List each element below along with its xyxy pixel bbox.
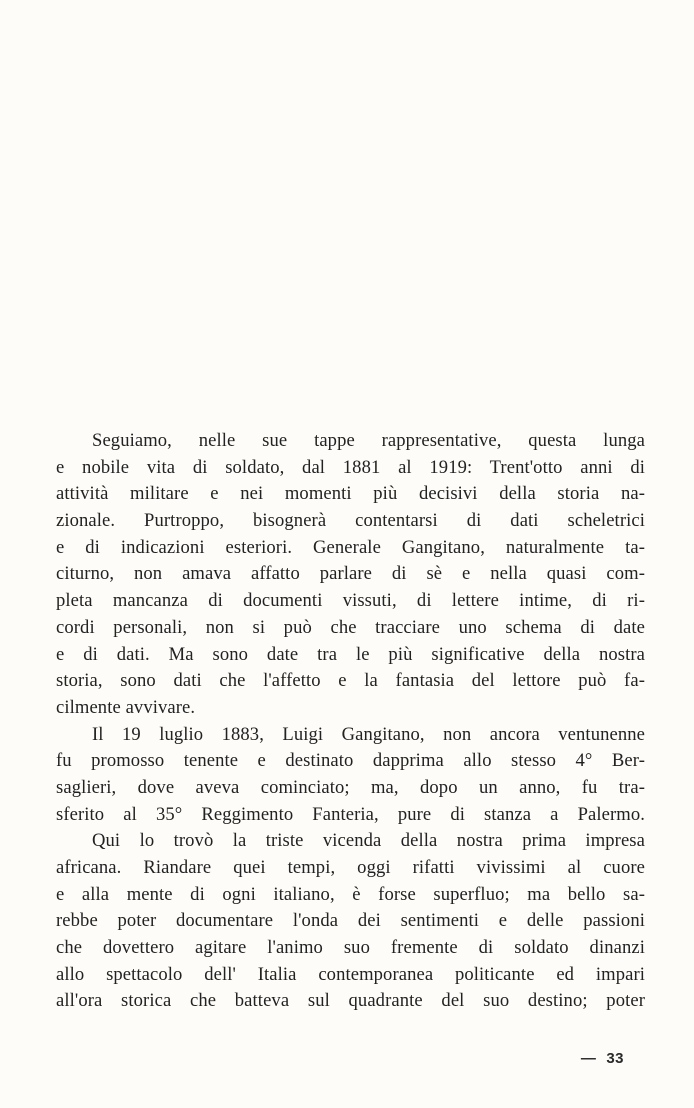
text-line: citurno, non amava affatto parlare di sè e nella quasi com-: [56, 563, 645, 585]
text-line: rebbe poter documentare l'onda dei sentimenti e delle passioni: [56, 910, 645, 932]
folio-number: 33: [606, 1050, 624, 1067]
text-line: africana. Riandare quei tempi, oggi rifatti vivissimi al cuore: [56, 857, 645, 878]
text-line: Qui lo trovò la triste vicenda della nostra prima impresa: [92, 830, 645, 852]
text-line: Il 19 luglio 1883, Luigi Gangitano, non ancora ventunenne: [92, 723, 645, 745]
text-line: zionale. Purtroppo, bisognerà contentarsi di dati scheletrici: [56, 510, 645, 532]
text-line: e di indicazioni esteriori. Generale Gangitano, naturalmente ta-: [56, 536, 645, 558]
text-line: cilmente avvivare.: [56, 696, 196, 718]
text-line: pleta mancanza di documenti vissuti, di lettere intime, di ri-: [56, 590, 645, 612]
text-line: attività militare e nei momenti più decisivi della storia na-: [56, 483, 645, 505]
text-line: sferito al 35° Reggimento Fanteria, pure di stanza a Palermo.: [56, 803, 645, 825]
text-line: cordi personali, non si può che tracciare uno schema di date: [56, 616, 645, 638]
text-line: Seguiamo, nelle sue tappe rappresentative, questa lunga: [92, 430, 645, 451]
text-line: all'ora storica che batteva sul quadrante del suo destino; poter: [56, 990, 645, 1012]
text-line: storia, sono dati che l'affetto e la fantasia del lettore può fa-: [56, 670, 645, 692]
page-number: [581, 1050, 624, 1067]
text-line: e alla mente di ogni italiano, è forse superfluo; ma bello sa-: [56, 883, 645, 905]
body-text: [56, 428, 645, 1015]
text-line: fu promosso tenente e destinato dapprima allo stesso 4° Ber-: [56, 750, 645, 772]
folio-dash: —: [580, 1050, 597, 1067]
text-line: allo spettacolo dell' Italia contemporanea politicante ed impari: [56, 963, 645, 985]
text-line: che dovettero agitare l'animo suo fremente di soldato dinanzi: [56, 937, 645, 959]
text-line: e nobile vita di soldato, dal 1881 al 1919: Trent'otto anni di: [56, 456, 645, 478]
text-line: saglieri, dove aveva cominciato; ma, dopo un anno, fu tra-: [56, 776, 645, 798]
text-line: e di dati. Ma sono date tra le più significative della nostra: [56, 643, 645, 665]
